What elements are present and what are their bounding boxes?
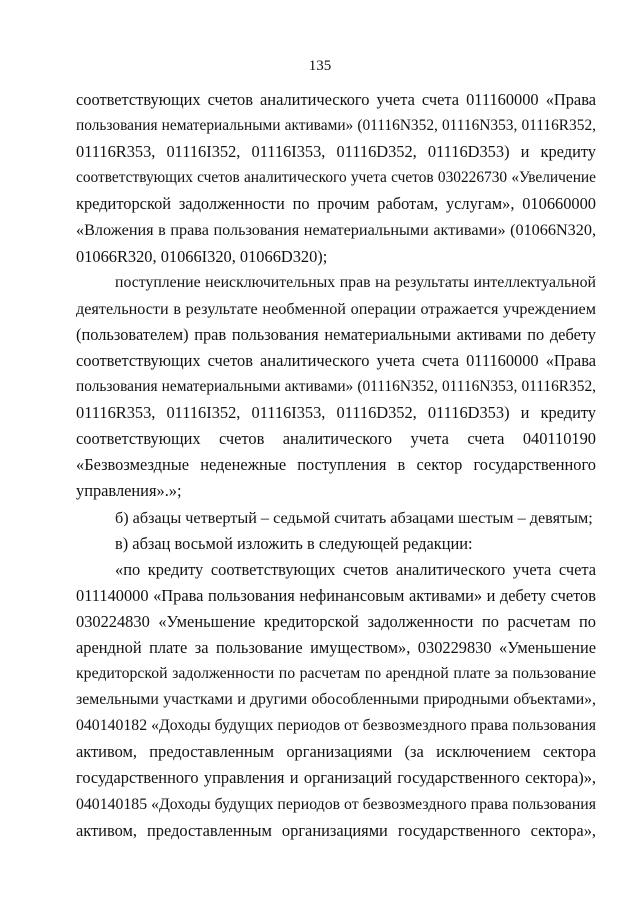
text-line: 01066R320, 01066I320, 01066D320); [76, 246, 328, 266]
text-line: 040140185 «Доходы будущих периодов от безвозмездного права пользования [76, 795, 596, 813]
text-line: кредиторской задолженности по прочим работам, услугам», 010660000 [76, 194, 596, 214]
text-line: управления».»; [76, 481, 182, 501]
text-line: 030224830 «Уменьшение кредиторской задолженности по расчетам по [76, 611, 596, 631]
text-line: соответствующих счетов аналитического учета счета 011160000 «Права [76, 90, 596, 109]
text-line: «Вложения в права пользования нематериальными активами» (01066N320, [76, 221, 596, 240]
text-line: пользования нематериальными активами» (01116N352, 01116N353, 01116R352, [76, 378, 596, 396]
text-line: в) абзац восьмой изложить в следующей редакции: [115, 533, 473, 553]
text-line: активом, предоставленным организациями государственного сектора», [76, 820, 596, 840]
text-line: кредиторской задолженности по расчетам по арендной плате за пользование [76, 665, 596, 683]
text-line: «по кредиту соответствующих счетов аналитического учета счета [115, 559, 596, 579]
text-line: соответствующих счетов аналитического учета счета 040110190 [76, 429, 596, 449]
text-line: государственного управления и организаций государственного сектора)», [76, 768, 596, 788]
text-line: соответствующих счетов аналитического учета счета 011160000 «Права [76, 350, 596, 370]
text-line: 01116R353, 01116I352, 01116I353, 01116D352, 01116D353) и кредиту [76, 142, 596, 162]
text-line: деятельности в результате необменной операции отражается учреждением [76, 299, 596, 318]
text-line: 01116R353, 01116I352, 01116I353, 01116D352, 01116D353) и кредиту [76, 403, 596, 423]
text-line: б) абзацы четвертый – седьмой считать абзацами шестым – девятым; [115, 508, 593, 527]
page-number: 135 [308, 58, 332, 74]
text-line: соответствующих счетов аналитического учета счетов 030226730 «Увеличение [76, 169, 596, 187]
text-line: земельными участками и другими обособленными природными объектами», [76, 691, 596, 709]
text-line: активом, предоставленным организациями (за исключением сектора [76, 742, 596, 762]
text-line: 040140182 «Доходы будущих периодов от безвозмездного права пользования [76, 717, 596, 735]
text-line: «Безвозмездные неденежные поступления в сектор государственного [76, 455, 596, 475]
text-line: 011140000 «Права пользования нефинансовым активами» и дебету счетов [76, 585, 596, 605]
text-line: (пользователем) прав пользования нематериальными активами по дебету [76, 324, 596, 344]
text-line: пользования нематериальными активами» (01116N352, 01116N353, 01116R352, [76, 117, 596, 135]
body-text [76, 87, 596, 844]
text-line: арендной плате за пользование имуществом», 030229830 «Уменьшение [76, 637, 596, 657]
text-line: поступление неисключительных прав на результаты интеллектуальной [115, 273, 596, 291]
